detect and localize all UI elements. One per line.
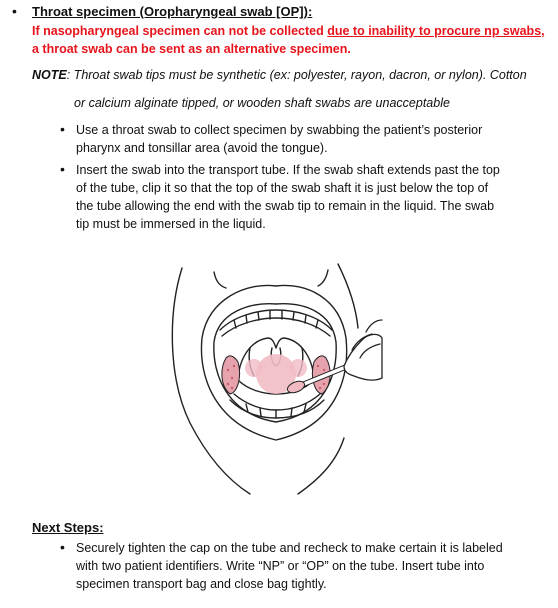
instruction-line: of the tube, clip it so that the top of the swab shaft it is just below the top of: [76, 181, 489, 195]
instruction-line: pharynx and tonsillar area (avoid the tongue).: [76, 141, 328, 155]
bullet-marker: •: [60, 121, 65, 137]
note-line-1: [32, 68, 527, 82]
warning-text: If nasopharyngeal specimen can not be collected: [32, 24, 328, 38]
instruction-line: Insert the swab into the transport tube. If the swab shaft extends past the top: [76, 163, 500, 177]
note-text: : Throat swab tips must be synthetic (ex: polyester, rayon, dacron, or nylon). Cotton: [66, 68, 527, 82]
tonsils: [222, 354, 330, 394]
upper-lip-crease: [214, 272, 226, 288]
instruction-line: the tube allowing the end with the swab tip to remain in the liquid. The swab: [76, 199, 495, 213]
instruction-line: Use a throat swab to collect specimen by swabbing the patient’s posterior: [76, 123, 483, 137]
cheek-line-right: [298, 438, 344, 494]
face-outline-right: [338, 264, 358, 328]
instruction-line: with two patient identifiers. Write “NP” or “OP” on the tube. Insert tube into: [76, 559, 485, 573]
instruction-line: Securely tighten the cap on the tube and recheck to make certain it is labeled: [76, 541, 503, 555]
warning-line-2: a throat swab can be sent as an alternative specimen.: [32, 42, 351, 56]
section-heading-throat-specimen: Throat specimen (Oropharyngeal swab [OP]):: [32, 4, 313, 19]
hand: [344, 320, 382, 380]
instruction-line: tip must be immersed in the liquid.: [76, 217, 266, 231]
bullet-marker: •: [60, 539, 65, 555]
instruction-line: specimen transport bag and close bag tightly.: [76, 577, 327, 591]
upper-lip-crease: [318, 270, 328, 286]
throat-swab-illustration: [168, 258, 384, 496]
section-heading-next-steps: Next Steps:: [32, 520, 104, 535]
warning-line-1: [32, 24, 545, 38]
bullet-marker: •: [12, 3, 17, 19]
note-line-2: or calcium alginate tipped, or wooden shaft swabs are unacceptable: [74, 96, 450, 110]
note-label: NOTE: [32, 68, 67, 82]
bullet-marker: •: [60, 161, 65, 177]
warning-underlined-text: due to inability to procure np swabs,: [327, 24, 545, 38]
